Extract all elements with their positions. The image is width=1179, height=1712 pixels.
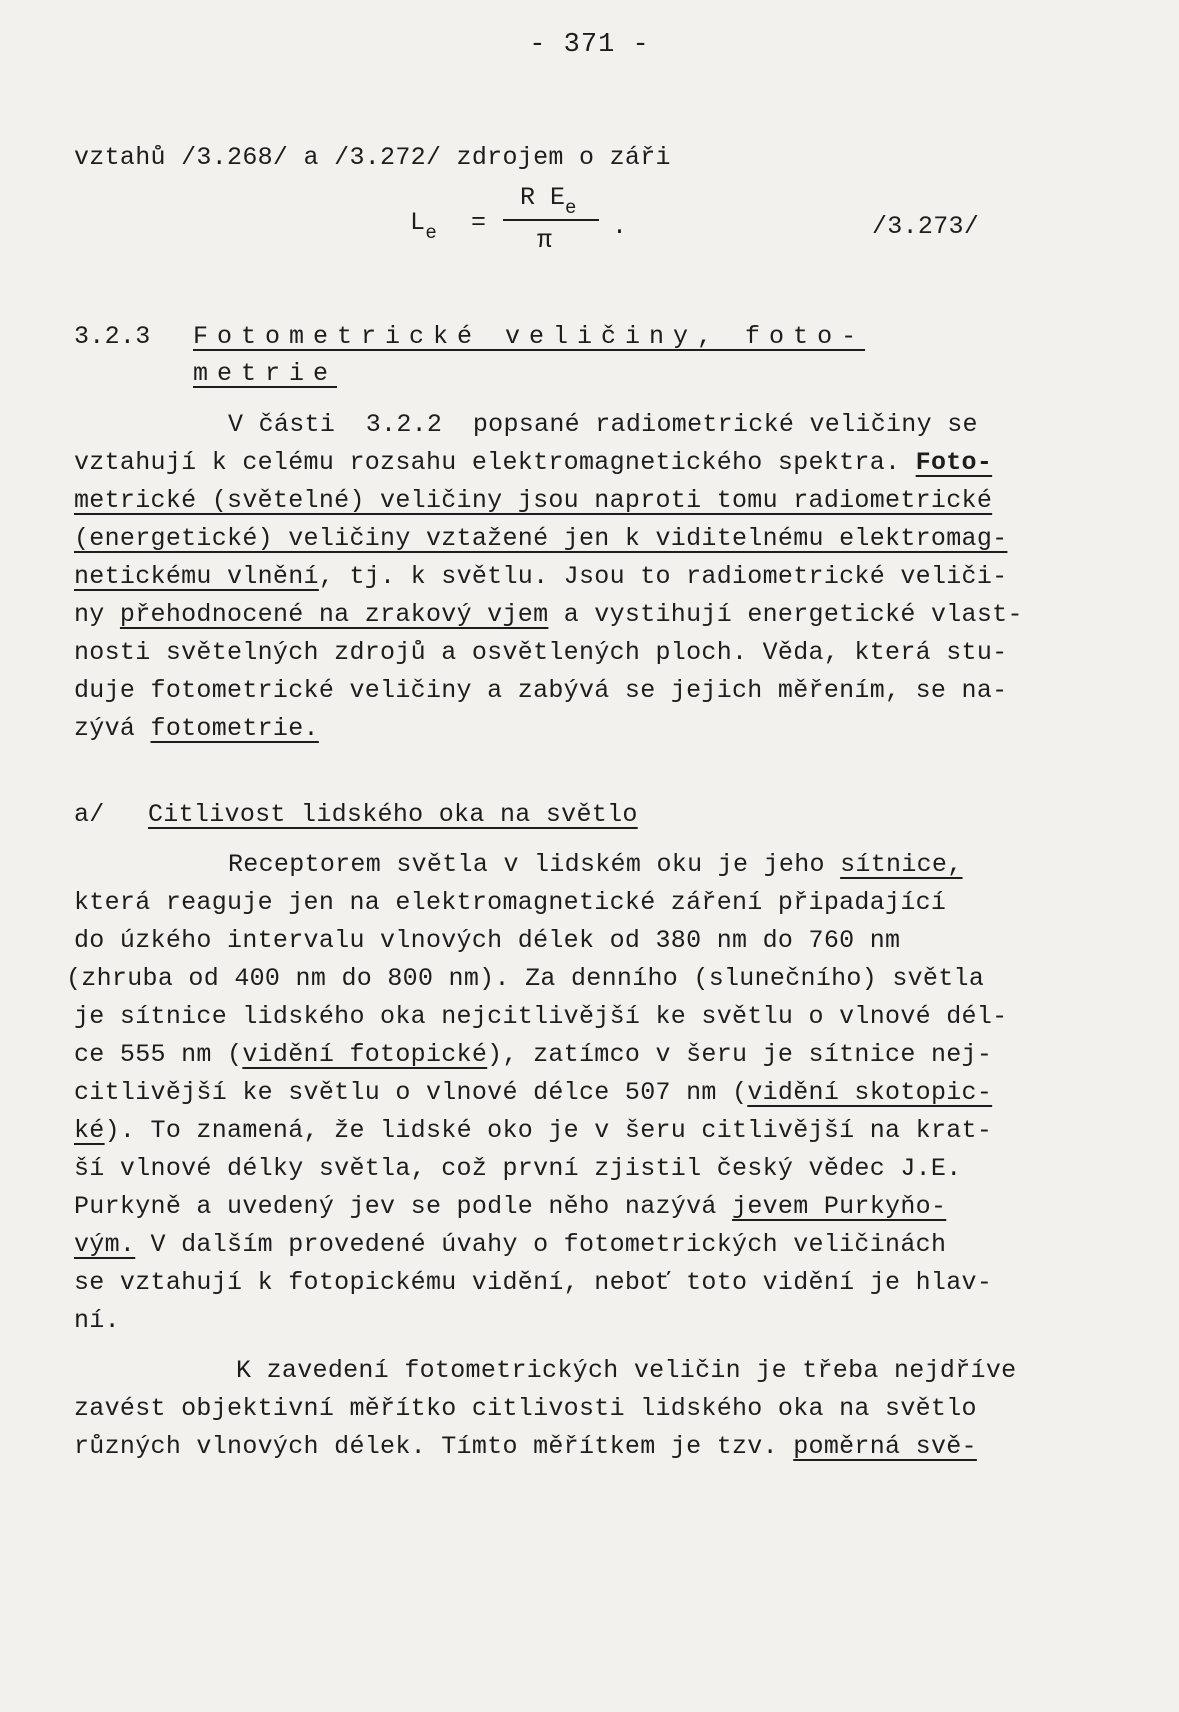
equation-dot: . [612,212,628,241]
lhs-symbol: L [410,208,426,237]
term-foto: Foto- [915,448,993,477]
para1-line3: metrické (světelné) veličiny jsou naproti tomu radiometrické [74,486,993,515]
numerator-subscript: e [565,197,577,219]
term-pomerna-sve: poměrná svě- [793,1432,977,1461]
para2-line7-start: citlivější ke světlu o vlnové délce 507 nm ( [74,1078,748,1107]
equation-lhs [410,208,438,244]
lhs-subscript: e [425,222,438,244]
para1-line7: nosti světelných zdrojů a osvětlených ploch. Věda, která stu- [74,638,1008,667]
term-sitnice: sítnice, [840,850,963,879]
numerator [520,183,577,219]
para1-line6 [74,600,1023,629]
para2-line10-start: Purkyně a uvedený jev se podle něho nazývá [74,1192,733,1221]
para2-line11 [74,1230,946,1259]
denominator: π [537,226,553,255]
section-title-line1: Fotometrické veličiny, foto- [193,322,866,351]
section-title-line2: metrie [193,359,338,388]
para3-line2: zavést objektivní měřítko citlivosti lidského oka na světlo [74,1394,977,1423]
para2-line4: (zhruba od 400 nm do 800 nm). Za denního (slunečního) světla [66,964,985,993]
term-videni-skotopicke: vidění skotopic- [747,1078,993,1107]
para2-line9: ší vlnové délky světla, což první zjistil český vědec J.E. [74,1154,962,1183]
para2-line8-text: ). To znamená, že lidské oko je v šeru citlivější na krat- [104,1116,993,1145]
section-number: 3.2.3 [74,322,151,351]
para1-line1: V části 3.2.2 popsané radiometrické veličiny se [228,410,978,439]
para2-line5: je sítnice lidského oka nejcitlivější ke světlu o vlnové dél- [74,1002,1008,1031]
para2-line2: která reaguje jen na elektromagnetické záření připadající [74,888,947,917]
term-vym: vým. [74,1230,136,1259]
para2-line6-end: ), zatímco v šeru je sítnice nej- [487,1040,993,1069]
para3-line1: K zavedení fotometrických veličin je třeba nejdříve [236,1356,1017,1385]
para2-line13: ní. [74,1306,120,1335]
fraction-bar [503,219,599,221]
para2-line8 [74,1116,992,1145]
term-ke: ké [74,1116,105,1145]
term-videni-fotopicke: vidění fotopické [242,1040,488,1069]
page-number: - 371 - [529,30,650,60]
para1-line8: duje fotometrické veličiny a zabývá se jejich měřením, se na- [74,676,1008,705]
term-netickemu-vlneni: netickému vlnění [74,562,319,591]
term-jevem-purkynovym: jevem Purkyňo- [732,1192,947,1221]
para2-line3: do úzkého intervalu vlnových délek od 380 nm do 760 nm [74,926,901,955]
para2-line10 [74,1192,946,1221]
intro-line: vztahů /3.268/ a /3.272/ zdrojem o záři [74,143,671,172]
para1-line2 [74,448,992,477]
para2-line1 [228,850,963,879]
para1-line6-start: ny [74,600,120,629]
para1-line9 [74,714,319,743]
para2-line6 [74,1040,992,1069]
para1-line5-text: , tj. k světlu. Jsou to radiometrické veliči- [318,562,1008,591]
equals-sign: = [471,208,487,237]
numerator-main: R E [520,183,566,212]
para2-line12: se vztahují k fotopickému vidění, neboť toto vidění je hlav- [74,1268,993,1297]
equation-number: /3.273/ [872,212,980,241]
para1-line6-end: a vystihují energetické vlast- [548,600,1023,629]
para2-line6-start: ce 555 nm ( [74,1040,243,1069]
para1-line5 [74,562,1007,591]
para1-line9-start: zývá [74,714,151,743]
para2-line1-text: Receptorem světla v lidském oku je jeho [228,850,841,879]
term-fotometrie: fotometrie. [150,714,319,743]
para2-line7 [74,1078,992,1107]
para1-line4: (energetické) veličiny vztažené jen k viditelnému elektromag- [74,524,1008,553]
para1-line2-text: vztahují k celému rozsahu elektromagnetického spektra. [74,448,916,477]
subsection-title: Citlivost lidského oka na světlo [148,800,638,829]
para3-line3 [74,1432,977,1461]
term-zrakovy-vjem: přehodnocené na zrakový vjem [119,600,549,629]
para2-line11-text: V dalším provedené úvahy o fotometrických veličinách [135,1230,947,1259]
subsection-label: a/ [74,800,105,829]
para3-line3-start: různých vlnových délek. Tímto měřítkem je tzv. [74,1432,794,1461]
